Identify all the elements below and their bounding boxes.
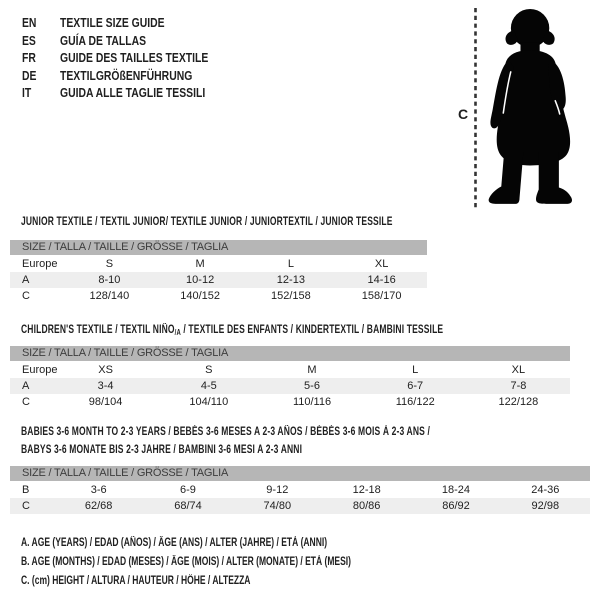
row-label: A [22, 380, 30, 392]
table-cell: 3-6 [90, 484, 107, 496]
language-row [22, 49, 245, 67]
children-title-rest: / TEXTILE DES ENFANTS / KINDERTEXTIL / BAMBINI TESSILE [180, 324, 444, 336]
table-cell: 86/92 [442, 500, 470, 512]
language-label: TEXTILE SIZE GUIDE [60, 15, 165, 31]
table-cell: M [307, 364, 317, 376]
junior-size-table [10, 240, 427, 304]
measurement-notes [21, 534, 467, 591]
language-row [22, 67, 245, 85]
table-cell: 12-13 [276, 274, 305, 286]
table-cell: 140/152 [180, 290, 220, 302]
babies-table-title [21, 423, 430, 459]
row-label: Europe [22, 258, 58, 270]
table-cell: 18-24 [441, 484, 471, 496]
table-cell: 80/86 [352, 500, 381, 512]
table-cell: XS [98, 364, 113, 376]
table-cell: 14-16 [367, 274, 396, 286]
babies-size-table [10, 466, 590, 514]
table-cell: 6-9 [180, 484, 196, 496]
table-cell: 158/170 [361, 290, 402, 302]
language-label: TEXTILGRÖßENFÜHRUNG [60, 67, 193, 83]
row-label: C [22, 290, 30, 302]
table-cell: 5-6 [304, 380, 320, 392]
table-cell: 3-4 [97, 380, 114, 392]
language-label: GUÍA DE TALLAS [60, 32, 147, 48]
table-cell: 8-10 [98, 274, 121, 286]
note-height-cm: C. (cm) HEIGHT / ALTURA / HAUTEUR / HÖHE / ALTEZZA [21, 575, 251, 587]
row-label: C [22, 500, 30, 512]
table-row [10, 498, 590, 514]
table-row [10, 378, 570, 394]
language-row [22, 32, 245, 50]
table-cell: 10-12 [186, 274, 215, 286]
table-row [10, 288, 427, 304]
table-cell: S [105, 258, 114, 270]
table-cell: L [412, 364, 419, 376]
row-label: C [22, 396, 30, 408]
children-title-subscript: /A [174, 328, 181, 337]
table-cell: M [195, 258, 205, 270]
table-cell: 110/116 [292, 396, 332, 408]
table-cell: S [205, 364, 213, 376]
size-band-header: SIZE / TALLA / TAILLE / GRÖSSE / TAGLIA [10, 466, 590, 481]
language-label: GUIDE DES TAILLES TEXTILE [60, 50, 209, 66]
table-cell: 4-5 [200, 380, 217, 392]
table-cell: 92/98 [531, 500, 560, 512]
table-cell: L [287, 258, 294, 270]
height-measure-label: C [458, 106, 469, 122]
table-cell: 62/68 [84, 500, 113, 512]
toddler-silhouette [489, 9, 572, 204]
toddler-silhouette-figure [460, 0, 600, 215]
table-cell: XL [374, 258, 389, 270]
table-row [10, 272, 427, 288]
table-cell: 122/128 [498, 396, 539, 408]
note-age-years: A. AGE (YEARS) / EDAD (AÑOS) / ÂGE (ANS) / ALTER (JAHRE) / ETÀ (ANNI) [21, 537, 328, 549]
table-cell: 98/104 [88, 396, 123, 408]
table-cell: 7-8 [510, 380, 527, 392]
language-code: IT [22, 85, 32, 101]
table-cell: 152/158 [270, 290, 311, 302]
size-band-header: SIZE / TALLA / TAILLE / GRÖSSE / TAGLIA [10, 240, 427, 255]
table-cell: XL [511, 364, 526, 376]
language-code: FR [22, 50, 36, 66]
language-code: ES [22, 32, 36, 48]
table-cell: 9-12 [266, 484, 289, 496]
language-row [22, 14, 245, 32]
table-cell: 6-7 [407, 380, 424, 392]
row-label: Europe [22, 364, 58, 376]
children-title-main: CHILDREN'S TEXTILE / TEXTIL NIÑO [21, 324, 175, 336]
junior-table-title: JUNIOR TEXTILE / TEXTIL JUNIOR/ TEXTILE JUNIOR / JUNIORTEXTIL / JUNIOR TESSILE [21, 216, 393, 228]
language-header-block [22, 14, 245, 102]
children-size-table [10, 346, 570, 410]
language-code: EN [22, 15, 37, 31]
table-row [10, 362, 570, 378]
table-cell: 12-18 [352, 484, 381, 496]
table-cell: 74/80 [263, 500, 292, 512]
table-cell: 104/110 [189, 396, 229, 408]
table-cell: 68/74 [174, 500, 202, 512]
table-row [10, 482, 590, 498]
language-label: GUIDA ALLE TAGLIE TESSILI [60, 85, 206, 101]
size-band-header: SIZE / TALLA / TAILLE / GRÖSSE / TAGLIA [10, 346, 570, 361]
babies-title-line2: BABYS 3-6 MONATE BIS 2-3 JAHRE / BAMBINI 3-6 MESI A 2-3 ANNI [21, 444, 303, 456]
row-label: B [22, 484, 30, 496]
table-cell: 116/122 [395, 396, 435, 408]
row-label: A [22, 274, 30, 286]
table-row [10, 256, 427, 272]
babies-title-line1: BABIES 3-6 MONTH TO 2-3 YEARS / BEBÉS 3-6 MESES A 2-3 AÑOS / BÉBÉS 3-6 MOIS À 2-3 ANS / [21, 426, 431, 438]
table-cell: 24-36 [531, 484, 560, 496]
table-cell: 128/140 [89, 290, 130, 302]
table-row [10, 394, 570, 410]
note-age-months: B. AGE (MONTHS) / EDAD (MESES) / ÂGE (MOIS) / ALTER (MONATE) / ETÀ (MESI) [21, 556, 351, 568]
children-table-title [21, 324, 443, 337]
language-code: DE [22, 67, 37, 83]
language-row [22, 84, 245, 102]
